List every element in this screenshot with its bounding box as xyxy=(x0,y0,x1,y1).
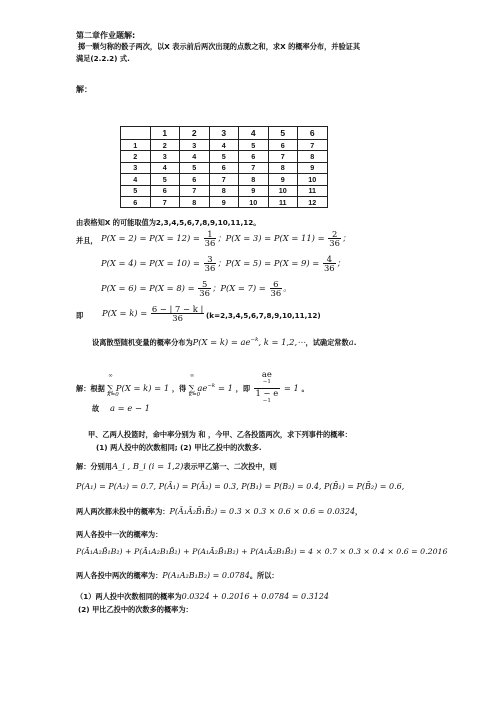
both-miss-line: 两人两次都未投中的概率为：P(Ā₁Ā₂B̄₁B̄₂) = 0.3 × 0.3 × 0.6 × 0.6 = 0.0324， xyxy=(76,507,363,516)
table-cell: 1 xyxy=(150,127,180,140)
table-cell: 6 xyxy=(268,140,298,151)
table-cell: 4 xyxy=(209,140,239,151)
table-row xyxy=(121,174,328,185)
general-range: (k=2,3,4,5,6,7,8,9,10,11,12) xyxy=(206,311,321,320)
table-cell: 5 xyxy=(180,162,210,173)
answer-1: （1）两人投中次数相同的概率为0.0324 + 0.2016 + 0.0784 = 0.3124 xyxy=(76,592,329,601)
prob-line-1: P(X = 2) = P(X = 12) = $\frac{1}{36}$ ；P(X = 3) = P(X = 11) = $\frac{2}{36}$ ； xyxy=(101,229,351,248)
table-cell: 2 xyxy=(180,127,210,140)
table-cell: 4 xyxy=(121,174,151,185)
values-note: 由表格知X 的可能取值为2,3,4,5,6,7,8,9,10,11,12。 xyxy=(76,218,261,227)
each-two-line: 两人各投中两次的概率为：P(A₁A₂B₁B₂) = 0.0784。所以： xyxy=(76,571,279,580)
answer-2: (2) 甲比乙投中的次数多的概率为： xyxy=(78,605,193,614)
table-row xyxy=(121,151,328,162)
table-row xyxy=(121,196,328,207)
problem3-statement: 甲、乙两人投篮时，命中率分别为 和 ，今甲、乙各投篮两次，求下列事件的概率： xyxy=(88,430,352,439)
table-cell: 6 xyxy=(209,162,239,173)
table-cell: 8 xyxy=(239,174,269,185)
table-cell xyxy=(121,127,151,140)
table-cell: 7 xyxy=(268,151,298,162)
table-cell: 11 xyxy=(268,196,298,207)
table-cell: 2 xyxy=(121,151,151,162)
table-row xyxy=(121,162,328,173)
table-cell: 5 xyxy=(239,140,269,151)
table-cell: 4 xyxy=(239,127,269,140)
table-cell: 8 xyxy=(298,151,328,162)
prob-line-2: P(X = 4) = P(X = 10) = $\frac{3}{36}$ ；P(X = 5) = P(X = 9) = $\frac{4}{36}$ ； xyxy=(101,254,346,273)
table-cell: 3 xyxy=(150,151,180,162)
problem2-statement: 设离散型随机变量的概率分布为$P(X = k) = ae^{-k}$, k = 1,2,⋯，试确定常数a. xyxy=(92,337,357,347)
table-cell: 8 xyxy=(209,185,239,196)
general-formula: P(X = k) = $\frac{6 - | 7 - k |}{36}$ xyxy=(102,304,204,323)
table-cell: 12 xyxy=(298,196,328,207)
problem2-solution-line: 解：根据 ∞ k=0 ∑ P(X = k) = 1 ，得 ∞ k=0 ∑ $ae^{-k} = 1$ ，即 ae $^{-1}$ 1 − e $^{-1}$ = 1 。 xyxy=(76,369,309,404)
table-cell: 9 xyxy=(209,196,239,207)
table-row xyxy=(121,185,328,196)
and-label: 并且， xyxy=(76,236,98,245)
table-cell: 11 xyxy=(298,185,328,196)
table-cell: 7 xyxy=(209,174,239,185)
table-cell: 4 xyxy=(180,151,210,162)
gu-label: 故 xyxy=(92,404,100,413)
table-cell: 7 xyxy=(180,185,210,196)
table-cell: 9 xyxy=(268,174,298,185)
table-cell: 6 xyxy=(298,127,328,140)
table-cell: 3 xyxy=(121,162,151,173)
problem1-line2: 满足(2.2.2) 式. xyxy=(76,54,130,63)
table-cell: 3 xyxy=(209,127,239,140)
table-cell: 4 xyxy=(150,162,180,173)
sum-table xyxy=(120,126,328,208)
prob-line-3: P(X = 6) = P(X = 8) = $\frac{5}{36}$ ；P(X = 7) = $\frac{6}{36}$ 。 xyxy=(101,279,292,298)
problem1-line1: 掷一颗匀称的骰子两次，以X 表示前后两次出现的点数之和，求X 的概率分布，并验证其 xyxy=(78,42,361,51)
ji-label: 即 xyxy=(76,311,84,320)
solution-label: 解： xyxy=(76,85,92,94)
table-cell: 8 xyxy=(180,196,210,207)
table-cell: 6 xyxy=(180,174,210,185)
table-cell: 5 xyxy=(150,174,180,185)
table-cell: 1 xyxy=(121,140,151,151)
table-cell: 9 xyxy=(298,162,328,173)
table-cell: 7 xyxy=(150,196,180,207)
page-heading: 第二章作业题解: xyxy=(76,31,136,40)
table-cell: 7 xyxy=(239,162,269,173)
table-cell: 5 xyxy=(121,185,151,196)
table-cell: 6 xyxy=(150,185,180,196)
table-cell: 10 xyxy=(239,196,269,207)
table-cell: 6 xyxy=(239,151,269,162)
problem3-probs: P(A₁) = P(A₂) = 0.7, P(Ā₁) = P(Ā₂) = 0.3, P(B₁) = P(B₂) = 0.4, P(B̄₁) = P(B̄₂) = 0.6, xyxy=(76,482,405,491)
table-cell: 2 xyxy=(150,140,180,151)
table-cell: 9 xyxy=(239,185,269,196)
table-cell: 7 xyxy=(298,140,328,151)
table-row xyxy=(121,140,328,151)
problem3-solution-line: 解：分别用A_i , B_i (i = 1,2)表示甲乙第一、二次投中，则 xyxy=(76,461,277,471)
table-cell: 10 xyxy=(298,174,328,185)
table-row xyxy=(121,127,328,140)
each-one-label: 两人各投中一次的概率为： xyxy=(76,530,163,539)
table-cell: 5 xyxy=(268,127,298,140)
table-cell: 3 xyxy=(180,140,210,151)
table-cell: 6 xyxy=(121,196,151,207)
table-cell: 10 xyxy=(268,185,298,196)
problem3-subs: (1) 两人投中的次数相同; (2) 甲比乙投中的次数多. xyxy=(96,443,262,452)
each-one-formula: P(Ā₁A₂B̄₁B₂) + P(Ā₁A₂B₁B̄₂) + P(A₁Ā₂B̄₁B₂) + P(A₁Ā₂B₁B̄₂) = 4 × 0.7 × 0.3 × 0.4 × 0.6 = 0.2016 xyxy=(76,547,448,556)
table-cell: 5 xyxy=(209,151,239,162)
problem2-result: a = e − 1 xyxy=(110,403,150,413)
table-cell: 8 xyxy=(268,162,298,173)
